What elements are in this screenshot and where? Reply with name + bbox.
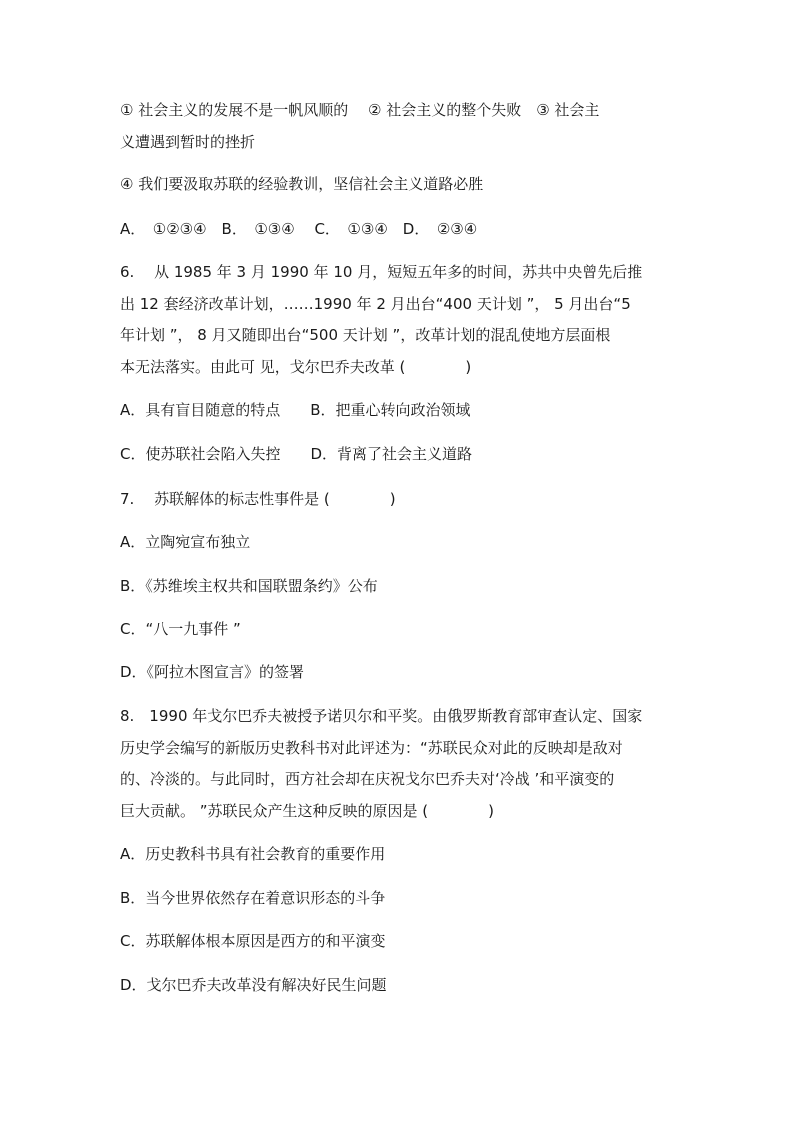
q6-option-ab: A．具有盲目随意的特点 B．把重心转向政治领域	[120, 401, 471, 419]
q5-statements-line1: ① 社会主义的发展不是一帆风顺的 ② 社会主义的整个失败 ③ 社会主	[120, 101, 600, 119]
q6-stem-line3: 年计划 ”， 8 月又随即出台“500 天计划 ”，改革计划的混乱使地方层面根	[120, 326, 611, 344]
q8-stem-line3: 的、冷淡的。与此同时，西方社会却在庆祝戈尔巴乔夫对‘冷战 ’和平演变的	[120, 770, 615, 788]
q8-stem-line2: 历史学会编写的新版历史教科书对此评述为：“苏联民众对此的反映却是敌对	[120, 739, 623, 757]
q7-option-c: C．“八一九事件 ”	[120, 620, 241, 638]
q8-option-c: C．苏联解体根本原因是西方的和平演变	[120, 932, 386, 950]
q7-option-b: B．《苏维埃主权共和国联盟条约》公布	[120, 577, 378, 595]
q6-stem-line4: 本无法落实。由此可 见，戈尔巴乔夫改革 ( )	[120, 358, 472, 376]
q5-options: A． ①②③④ B． ①③④ C． ①③④ D． ②③④	[120, 220, 478, 238]
q7-option-d: D．《阿拉木图宣言》的签署	[120, 663, 305, 681]
q5-statements-line2: 义遭遇到暂时的挫折	[120, 133, 256, 151]
q6-stem-line2: 出 12 套经济改革计划，……1990 年 2 月出台“400 天计划 ”， 5 月出台“5	[120, 295, 631, 313]
q7-option-a: A．立陶宛宣布独立	[120, 533, 251, 551]
q6-stem-line1: 6. 从 1985 年 3 月 1990 年 10 月，短短五年多的时间，苏共中央曾先后推	[120, 263, 643, 281]
q8-option-a: A．历史教科书具有社会教育的重要作用	[120, 845, 386, 863]
q8-option-d: D．戈尔巴乔夫改革没有解决好民生问题	[120, 976, 387, 994]
q8-stem-line4: 巨大贡献。 ”苏联民众产生这种反映的原因是 ( )	[120, 802, 495, 820]
q6-option-cd: C．使苏联社会陷入失控 D．背离了社会主义道路	[120, 445, 473, 463]
q5-statements-line3: ④ 我们要汲取苏联的经验教训，坚信社会主义道路必胜	[120, 175, 484, 193]
q8-option-b: B．当今世界依然存在着意识形态的斗争	[120, 889, 386, 907]
q7-stem: 7. 苏联解体的标志性事件是 ( )	[120, 490, 396, 508]
q8-stem-line1: 8. 1990 年戈尔巴乔夫被授予诺贝尔和平奖。由俄罗斯教育部审查认定、国家	[120, 707, 643, 725]
